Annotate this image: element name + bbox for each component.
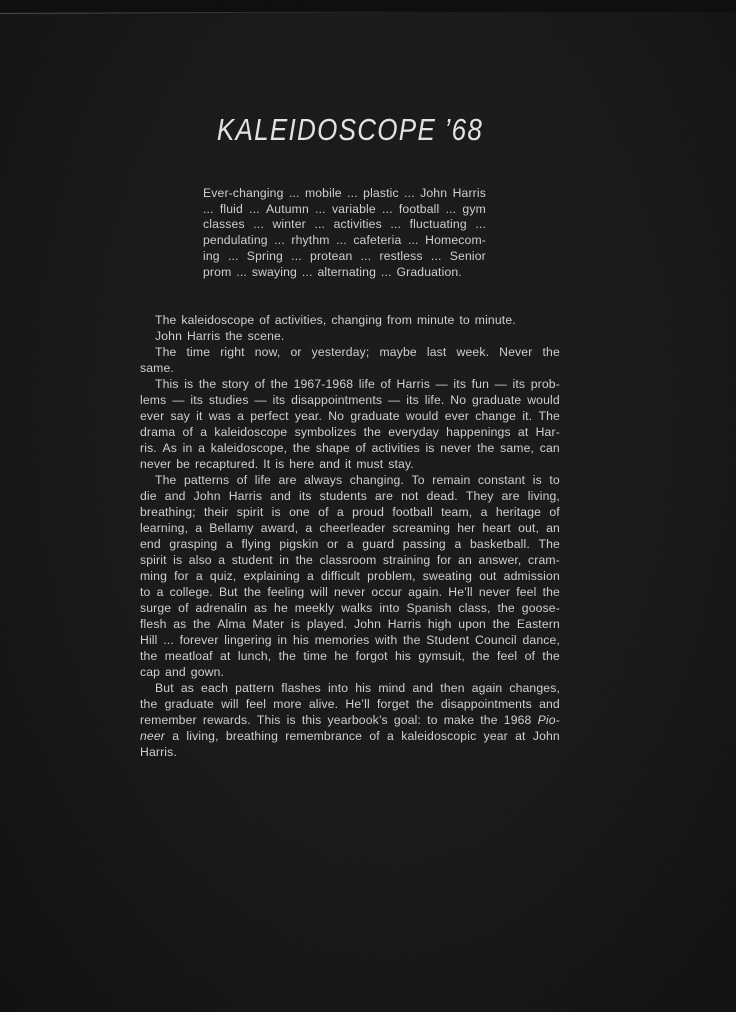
text-line: This is the story of the 1967-1968 life of Harris — its fun — its prob- xyxy=(155,377,560,391)
text-line: Ever-changing ... mobile ... plastic ... John Harris xyxy=(203,186,486,200)
text-line: But as each pattern flashes into his mind and then again changes, xyxy=(155,681,560,695)
text-line: to a college. But the feeling will never occur again. He’ll never feel the xyxy=(140,585,560,599)
text-line: learning, a Bellamy award, a cheerleader screaming her heart out, an xyxy=(140,521,560,535)
text-line: the meatloaf at lunch, the time he forgot his gymsuit, the feel of the xyxy=(140,649,560,663)
text-line: prom ... swaying ... alternating ... Graduation. xyxy=(203,264,462,279)
body-text-column xyxy=(140,312,560,760)
text-line: ming for a quiz, explaining a difficult problem, sweating out admission xyxy=(140,569,560,583)
text-line: spirit is also a student in the classroom straining for an answer, cram- xyxy=(140,553,560,567)
text-line: ris. As in a kaleidoscope, the shape of activities is never the same, can xyxy=(140,441,560,455)
text-line: neer a living, breathing remembrance of a kaleidoscopic year at John xyxy=(140,729,560,743)
text-line: drama of a kaleidoscope symbolizes the everyday happenings at Har- xyxy=(140,425,560,439)
text-line: The time right now, or yesterday; maybe last week. Never the xyxy=(155,345,560,359)
text-line: John Harris the scene. xyxy=(155,329,285,343)
text-line: ing ... Spring ... protean ... restless ... Senior xyxy=(203,248,486,263)
epigraph-paragraph xyxy=(203,186,486,280)
text-line: Harris. xyxy=(140,745,177,759)
text-line: the graduate will feel more alive. He’ll forget the disappointments and xyxy=(140,697,560,711)
text-line: remember rewards. This is this yearbook’s goal: to make the 1968 Pio- xyxy=(140,713,560,727)
text-line: never be recaptured. It is here and it must stay. xyxy=(140,457,414,471)
text-line: surge of adrenalin as he meekly walks into Spanish class, the goose- xyxy=(140,601,560,615)
text-line: ever say it was a perfect year. No graduate would ever change it. The xyxy=(140,409,560,423)
text-line: The patterns of life are always changing. To remain constant is to xyxy=(155,473,560,487)
text-line: cap and gown. xyxy=(140,665,225,679)
text-line: ... fluid ... Autumn ... variable ... football ... gym xyxy=(203,201,486,216)
text-line: end grasping a flying pigskin or a guard passing a basketball. The xyxy=(140,537,560,551)
scan-edge-artifact xyxy=(0,0,736,12)
text-line: breathing; their spirit is one of a proud football team, a heritage of xyxy=(140,505,560,519)
page-title: KALEIDOSCOPE ’68 xyxy=(216,112,484,147)
text-line: The kaleidoscope of activities, changing from minute to minute. xyxy=(155,313,516,327)
text-line: classes ... winter ... activities ... fluctuating ... xyxy=(203,217,486,232)
text-line: same. xyxy=(140,361,174,375)
text-line: flesh as the Alma Mater is played. John Harris high upon the Eastern xyxy=(140,617,560,631)
text-line: die and John Harris and its students are not dead. They are living, xyxy=(140,489,560,503)
text-line: Hill ... forever lingering in his memories with the Student Council dance, xyxy=(140,633,560,647)
text-line: pendulating ... rhythm ... cafeteria ... Homecom- xyxy=(203,233,486,248)
text-line: lems — its studies — its disappointments — its life. No graduate would xyxy=(140,393,560,407)
